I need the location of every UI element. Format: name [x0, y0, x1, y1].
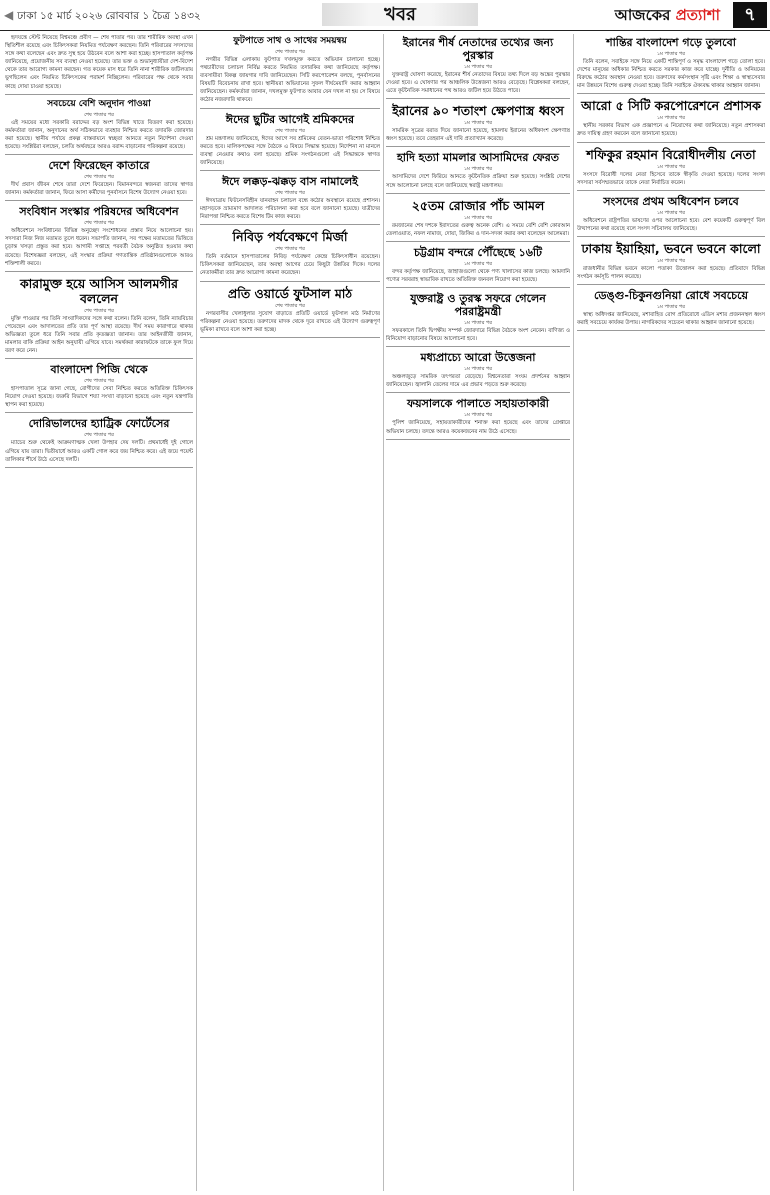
article-byline: শেষ পাতার পর [275, 127, 305, 134]
article-headline: সবচেয়ে বেশি অনুদান পাওয়া [47, 98, 151, 109]
article-headline: মধ্যপ্রাচ্যে আরো উত্তেজনা [420, 351, 536, 365]
article-byline: ১ম পাতার পর [463, 320, 493, 327]
article-body: হাসপাতাল সূত্রে জানা গেছে, রোগীদের সেবা নিশ্চিত করতে অতিরিক্ত চিকিৎসক নিয়োগ দেওয়া হয়েছে। জরুরি বিভাগে শয্যা সংখ্যা বাড়ানো হয়েছে এবং নতুন যন্ত্রপাতি স্থাপন করা হয়েছে। [5, 386, 193, 409]
news-article [5, 363, 193, 413]
article-body: এই সময়ের মধ্যে সরকারি বরাদ্দের বড় অংশ বিভিন্ন খাতে বিতরণ করা হয়েছে। কর্মকর্তারা জানান, অনুদানের অর্থ সঠিকভাবে ব্যবহার নিশ্চিত করতে তদারকি জোরদার করা হয়েছে। স্থানীয় পর্যায়ে প্রকল্প বাস্তবায়নে স্বচ্ছতা আনতে নতুন নির্দেশনা দেওয়া হয়েছে। সংশ্লিষ্টরা বলছেন, চলতি অর্থবছরে আরও বরাদ্দ বাড়ানোর পরিকল্পনা রয়েছে। [5, 119, 193, 150]
article-byline: শেষ পাতার পর [84, 174, 114, 181]
news-column-2 [200, 34, 380, 1191]
article-body: তিনি বলেন, সবাইকে সঙ্গে নিয়ে একটি শান্তিপূর্ণ ও সমৃদ্ধ বাংলাদেশ গড়ে তোলা হবে। দেশের মানুষের অধিকার নিশ্চিত করতে সরকার কাজ করে যাচ্ছে। দুর্নীতি ও অনিয়মের বিরুদ্ধে কঠোর অবস্থান নেওয়া হবে। তরুণদের কর্মসংস্থান সৃষ্টি এবং শিক্ষা ও স্বাস্থ্যসেবার মান উন্নয়নে বিশেষ গুরুত্ব দেওয়া হচ্ছে। তিনি সবাইকে ঐক্যবদ্ধ থাকার আহ্বান জানান। [577, 59, 765, 90]
article-byline: ১ম পাতার পর [463, 166, 493, 173]
article-body: সামরিক সূত্রের বরাত দিয়ে জানানো হয়েছে, হামলায় ইরানের অধিকাংশ ক্ষেপণাস্ত্র ধ্বংস হয়েছে। তবে তেহরান এই দাবি প্রত্যাখ্যান করেছে। [386, 128, 570, 143]
news-article [577, 289, 765, 331]
article-byline: ১ম পাতার পর [656, 209, 686, 216]
news-article [577, 195, 765, 237]
article-byline: শেষ পাতার পর [275, 246, 305, 253]
news-article [386, 246, 570, 288]
article-headline: ঈদে লক্কড়-ঝক্কড় বাস নামালেই [222, 174, 358, 188]
news-article [200, 113, 380, 171]
article-byline: শেষ পাতার পর [84, 111, 114, 118]
article-byline: ১ম পাতার পর [463, 214, 493, 221]
article-byline: শেষ পাতার পর [275, 189, 305, 196]
arrow-icon: ◀ [4, 8, 14, 22]
article-headline: ২৫তম রোজার পাঁচ আমল [411, 197, 545, 213]
article-body: ম্যাচের শুরু থেকেই আক্রমণাত্মক খেলা উপহার দেয় দলটি। প্রথমার্ধেই দুই গোলে এগিয়ে যায় তারা। দ্বিতীয়ার্ধে আরও একটি গোল করে জয় নিশ্চিত করে। এই জয়ে পয়েন্ট তালিকার শীর্ষে উঠে এসেছে দলটি। [5, 440, 193, 463]
article-body: অধিবেশনে সংবিধানের বিভিন্ন অনুচ্ছেদ সংশোধনের প্রস্তাব নিয়ে আলোচনা হয়। সদস্যরা নিজ নিজ মতামত তুলে ধরেন। সভাপতি জানান, সব পক্ষের মতামতের ভিত্তিতে চূড়ান্ত খসড়া প্রস্তুত করা হবে। আগামী সপ্তাহে পরবর্তী বৈঠক অনুষ্ঠিত হওয়ার কথা রয়েছে। বিশেষজ্ঞরা বলছেন, এই সংস্কার প্রক্রিয়া গণতান্ত্রিক প্রতিষ্ঠানগুলোকে আরও শক্তিশালী করবে। [5, 228, 193, 267]
article-headline: চট্টগ্রাম বন্দরে পৌঁছেছে ১৬টি [414, 245, 542, 259]
article-headline: সংসদের প্রথম অধিবেশন চলবে [603, 194, 739, 208]
news-article [200, 286, 380, 338]
article-body: সংসদে বিরোধী দলের নেতা হিসেবে তাকে স্বীকৃতি দেওয়া হয়েছে। দলের সংসদ সদস্যরা সর্বসম্মতভাবে তাকে নেতা নির্বাচিত করেন। [577, 171, 765, 186]
article-body: স্বাস্থ্য অধিদপ্তর জানিয়েছে, মশাবাহিত রোগ প্রতিরোধে এডিস মশার প্রজননস্থল ধ্বংস করাই সবচেয়ে কার্যকর উপায়। নাগরিকদের সচেতন থাকার আহ্বান জানানো হয়েছে। [577, 312, 765, 327]
news-article [5, 276, 193, 359]
news-article [5, 159, 193, 201]
article-body: স্থানীয় সরকার বিভাগ এক প্রজ্ঞাপনে এ নিয়োগের কথা জানিয়েছে। নতুন প্রশাসকরা দ্রুত দায়িত্ব গ্রহণ করবেন বলে জানানো হয়েছে। [577, 123, 765, 138]
article-headline: বাংলাদেশ পিজি থেকে [50, 363, 148, 377]
newspaper-brand [560, 4, 720, 27]
news-article [5, 417, 193, 467]
article-body: দীর্ঘ প্রবাস জীবন শেষে তারা দেশে ফিরেছেন। বিমানবন্দরে স্বজনরা তাদের স্বাগত জানান। কর্মকর্তারা জানান, ফিরে আসা কর্মীদের পুনর্বাসনে বিশেষ উদ্যোগ নেওয়া হবে। [5, 182, 193, 197]
article-headline: ঢাকায় ইয়াহিয়া, ভবনে ভবনে কালো [581, 240, 761, 256]
article-body: অধিবেশনে রাষ্ট্রপতির ভাষণের ওপর আলোচনা হবে। বেশ কয়েকটি গুরুত্বপূর্ণ বিল উত্থাপনের কথা রয়েছে বলে সংসদ সচিবালয় জানিয়েছে। [577, 217, 765, 232]
article-headline: আরো ৫ সিটি করপোরেশনে প্রশাসক [581, 98, 761, 114]
article-headline: কারামুক্ত হয়ে আসিস আলমগীর বললেন [19, 275, 179, 306]
article-headline: সংবিধান সংস্কার পরিষদের অধিবেশন [19, 205, 179, 219]
masthead-date [4, 4, 304, 26]
news-column-3 [386, 34, 570, 1191]
column-divider [573, 34, 574, 1191]
article-body: যুক্তরাষ্ট্র ঘোষণা করেছে, ইরানের শীর্ষ নেতাদের বিষয়ে তথ্য দিলে বড় অঙ্কের পুরস্কার দেওয়া হবে। এ ঘোষণার পর আঞ্চলিক উত্তেজনা আরও বেড়েছে। বিশ্লেষকরা বলছেন, এতে কূটনৈতিক সমাধানের পথ আরও জটিল হয়ে উঠতে পারে। [386, 72, 570, 95]
news-article [5, 34, 193, 95]
article-headline: ইরানের শীর্ষ নেতাদের তথ্যের জন্য পুরস্কার [402, 36, 554, 62]
article-byline: শেষ পাতার পর [84, 220, 114, 227]
news-article [5, 99, 193, 155]
news-article [386, 151, 570, 193]
article-body: সফরকালে তিনি দ্বিপক্ষীয় সম্পর্ক জোরদারে বিভিন্ন বৈঠকে অংশ নেবেন। বাণিজ্য ও বিনিয়োগ বাড়ানোর বিষয়ে আলোচনা হবে। [386, 328, 570, 343]
article-body: মুক্তি পাওয়ার পর তিনি সাংবাদিকদের সঙ্গে কথা বলেন। তিনি বলেন, তিনি ন্যায়বিচার পেয়েছেন এবং আদালতের প্রতি তার পূর্ণ আস্থা রয়েছে। দীর্ঘ সময় কারাগারে থাকার অভিজ্ঞতা তুলে ধরে তিনি সবার প্রতি কৃতজ্ঞতা জানান। তার আইনজীবী জানান, মামলার বাকি প্রক্রিয়া আইন অনুযায়ী এগিয়ে যাবে। সমর্থকরা কারাফটকে তাকে ফুল দিয়ে বরণ করে নেন। [5, 315, 193, 355]
article-byline: ১ম পাতার পর [463, 366, 493, 373]
article-body: ঈদযাত্রায় ফিটনেসবিহীন যানবাহন চলাচল বন্ধে কঠোর অবস্থানে রয়েছে প্রশাসন। মহাসড়কে ভ্রাম্যমাণ আদালত পরিচালনা করা হবে বলে জানানো হয়েছে। যাত্রীদের নিরাপত্তা নিশ্চিত করতে বিশেষ টিম কাজ করবে। [200, 197, 380, 221]
article-body: বন্দর কর্তৃপক্ষ জানিয়েছে, জাহাজগুলো থেকে পণ্য খালাসের কাজ চলছে। আমদানি পণ্যের সরবরাহ স্বাভাবিক রাখতে অতিরিক্ত জনবল নিয়োগ করা হয়েছে। [386, 268, 570, 283]
news-article [200, 229, 380, 281]
news-article [386, 103, 570, 147]
news-article [200, 175, 380, 225]
article-headline: ফয়সালকে পালাতে সহায়তাকারী [407, 397, 549, 411]
article-body: অঞ্চলজুড়ে সামরিক তৎপরতা বেড়েছে। বিশ্বনেতারা সংযম প্রদর্শনের আহ্বান জানিয়েছেন। জ্বালানি তেলের দামে এর প্রভাব পড়তে শুরু করেছে। [386, 374, 570, 389]
news-article [386, 351, 570, 393]
news-article [386, 292, 570, 347]
news-article [577, 98, 765, 142]
article-body: হৃদযন্ত্রে স্টেন্ট নিয়েছে বিশ্বমঞ্চে প্রবীণ — শেষ পাতার পর। তার শারীরিক অবস্থা এখন স্থিতিশীল রয়েছে এবং চিকিৎসকরা নিয়মিত পর্যবেক্ষণ করছেন। তিনি পরিবারের সদস্যদের সঙ্গে কথা বলেছেন এবং দ্রুত সুস্থ হয়ে উঠবেন বলে আশা করা হচ্ছে। হাসপাতাল কর্তৃপক্ষ জানিয়েছে, প্রয়োজনীয় সব ব্যবস্থা নেওয়া হয়েছে। তার ভক্ত ও শুভানুধ্যায়ীরা দেশ-বিদেশ থেকে তার আরোগ্য কামনা করছেন। গত কয়েক মাস ধরে তিনি নানা শারীরিক জটিলতায় ভুগছিলেন এবং নিয়মিত চিকিৎসকের পরামর্শ নিচ্ছিলেন। পরিবারের পক্ষ থেকে সবার কাছে দোয়া চাওয়া হয়েছে। [5, 35, 193, 90]
page-masthead [0, 0, 770, 31]
article-body: শ্রম মন্ত্রণালয় জানিয়েছে, ঈদের আগে সব শ্রমিকের বেতন-ভাতা পরিশোধ নিশ্চিত করতে হবে। মালিকপক্ষের সঙ্গে বৈঠকে এ বিষয়ে সিদ্ধান্ত হয়েছে। নির্দেশনা না মানলে ব্যবস্থা নেওয়ার কথাও বলা হয়েছে। শ্রমিক সংগঠনগুলো এই সিদ্ধান্তকে স্বাগত জানিয়েছে। [200, 135, 380, 166]
news-article [386, 397, 570, 439]
article-headline: প্রতি ওয়ার্ডে ফুটসাল মাঠ [227, 285, 353, 301]
article-byline: শেষ পাতার পর [84, 378, 114, 385]
article-headline: ফুটপাতে সাথ ও সাথের সময়ন্বয় [233, 36, 347, 46]
article-headline: ঈদের ছুটির আগেই শ্রমিকদের [225, 112, 355, 126]
section-title: খবর [322, 3, 478, 26]
article-headline: দোরিভালদের হ্যাট্রিক ফোর্টেসের [28, 417, 170, 431]
column-divider [383, 34, 384, 1191]
news-article [5, 205, 193, 271]
article-byline: ১ম পাতার পর [656, 163, 686, 170]
article-byline: শেষ পাতার পর [84, 432, 114, 439]
article-body: তিনি বর্তমানে হাসপাতালের নিবিড় পর্যবেক্ষণ কেন্দ্রে চিকিৎসাধীন রয়েছেন। চিকিৎসকরা জানিয়েছেন, তার অবস্থা আগের চেয়ে কিছুটা উন্নতির দিকে। দলের নেতাকর্মীরা তার দ্রুত আরোগ্য কামনা করেছেন। [200, 254, 380, 277]
page-number: ৭ [733, 2, 767, 28]
news-article [577, 147, 765, 191]
article-byline: ১ম পাতার পর [463, 64, 493, 70]
article-byline: ১ম পাতার পর [656, 257, 686, 264]
article-body: রাজধানীর বিভিন্ন ভবনে কালো পতাকা উত্তোলন করা হয়েছে। প্রতিবাদে বিভিন্ন সংগঠন কর্মসূচি পালন করেছে। [577, 265, 765, 281]
article-body: নগরীর বিভিন্ন এলাকায় ফুটপাত দখলমুক্ত করতে অভিযান চালানো হচ্ছে। পথচারীদের চলাচল নির্বিঘ্ন করতে নিয়মিত তদারকির কথা জানিয়েছে কর্তৃপক্ষ। ব্যবসায়ীরা বিকল্প জায়গার দাবি জানিয়েছেন। সিটি করপোরেশন বলছে, পুনর্বাসনের বিষয়টি বিবেচনায় রাখা হবে। স্থানীয়রা অভিযানের সুফল দীর্ঘমেয়াদি করার আহ্বান জানিয়েছেন। কর্মকর্তারা জানান, দখলমুক্ত ফুটপাত আবার যেন দখল না হয় সে বিষয়ে কঠোর নজরদারি থাকবে। [200, 57, 380, 104]
article-headline: নিবিড় পর্যবেক্ষণে মির্জা [232, 229, 348, 245]
article-headline: দেশে ফিরেছেন কাতারে [48, 159, 150, 173]
article-headline: শফিকুর রহমান বিরোধীদলীয় নেতা [586, 146, 756, 162]
article-byline: ১ম পাতার পর [656, 115, 686, 122]
article-headline: ইরানের ৯০ শতাংশ ক্ষেপণাস্ত্র ধ্বংস [392, 103, 564, 119]
article-byline: শেষ পাতার পর [84, 307, 114, 314]
article-body: আসামিদের দেশে ফিরিয়ে আনতে কূটনৈতিক প্রক্রিয়া শুরু হয়েছে। সংশ্লিষ্ট দেশের সঙ্গে আলোচনা চলছে বলে জানিয়েছে স্বরাষ্ট্র মন্ত্রণালয়। [386, 174, 570, 189]
news-column-4 [577, 34, 765, 1191]
article-headline: হাদি হত্যা মামলার আসামিদের ফেরত [396, 151, 560, 165]
article-headline: ডেঙ্গু-চিকুনগুনিয়া রোধে সবচেয়ে [593, 289, 749, 303]
article-headline: যুক্তরাষ্ট্র ও তুরস্ক সফরে গেলেন পররাষ্ট্রমন্ত্রী [410, 292, 546, 319]
brand-part1: আজকের [614, 6, 676, 24]
news-article [577, 241, 765, 285]
masthead-date-text: ঢাকা ১৫ মার্চ ২০২৬ রোববার ১ চৈত্র ১৪৩২ [17, 10, 201, 22]
article-body: পুলিশ জানিয়েছে, সহায়তাকারীদের শনাক্ত করা হয়েছে এবং তাদের গ্রেপ্তারে অভিযান চলছে। তদন্তে আরও কয়েকজনের নাম উঠে এসেছে। [386, 420, 570, 435]
article-byline: ১ম পাতার পর [656, 304, 686, 311]
article-byline: ১ম পাতার পর [463, 260, 493, 267]
article-body: নগরবাসীর খেলাধুলার সুযোগ বাড়াতে প্রতিটি ওয়ার্ডে ফুটসাল মাঠ নির্মাণের পরিকল্পনা নেওয়া হয়েছে। তরুণদের মাদক থেকে দূরে রাখতে এই উদ্যোগ গুরুত্বপূর্ণ ভূমিকা রাখবে বলে আশা করা হচ্ছে। [200, 310, 380, 333]
news-column-1 [5, 34, 193, 1191]
news-article [386, 36, 570, 99]
news-article [386, 198, 570, 242]
article-byline: শেষ পাতার পর [275, 49, 305, 55]
article-body: রমজানের শেষ দশকে ইবাদতের গুরুত্ব অনেক বেশি। এ সময়ে বেশি বেশি কোরআন তেলাওয়াত, নফল নামাজ, দোয়া, জিকির ও দান-সদকা করার কথা বলেছেন আলেমরা। [386, 222, 570, 237]
article-byline: ১ম পাতার পর [463, 120, 493, 127]
article-byline: শেষ পাতার পর [275, 302, 305, 309]
news-article [200, 36, 380, 109]
article-byline: ১ম পাতার পর [463, 412, 493, 419]
brand-part2: প্রত্যাশা [675, 6, 720, 24]
news-article [577, 36, 765, 94]
column-divider [196, 34, 197, 1191]
article-headline: শান্তির বাংলাদেশ গড়ে তুলবো [606, 36, 736, 49]
article-byline: ১ম পাতার পর [656, 51, 686, 57]
